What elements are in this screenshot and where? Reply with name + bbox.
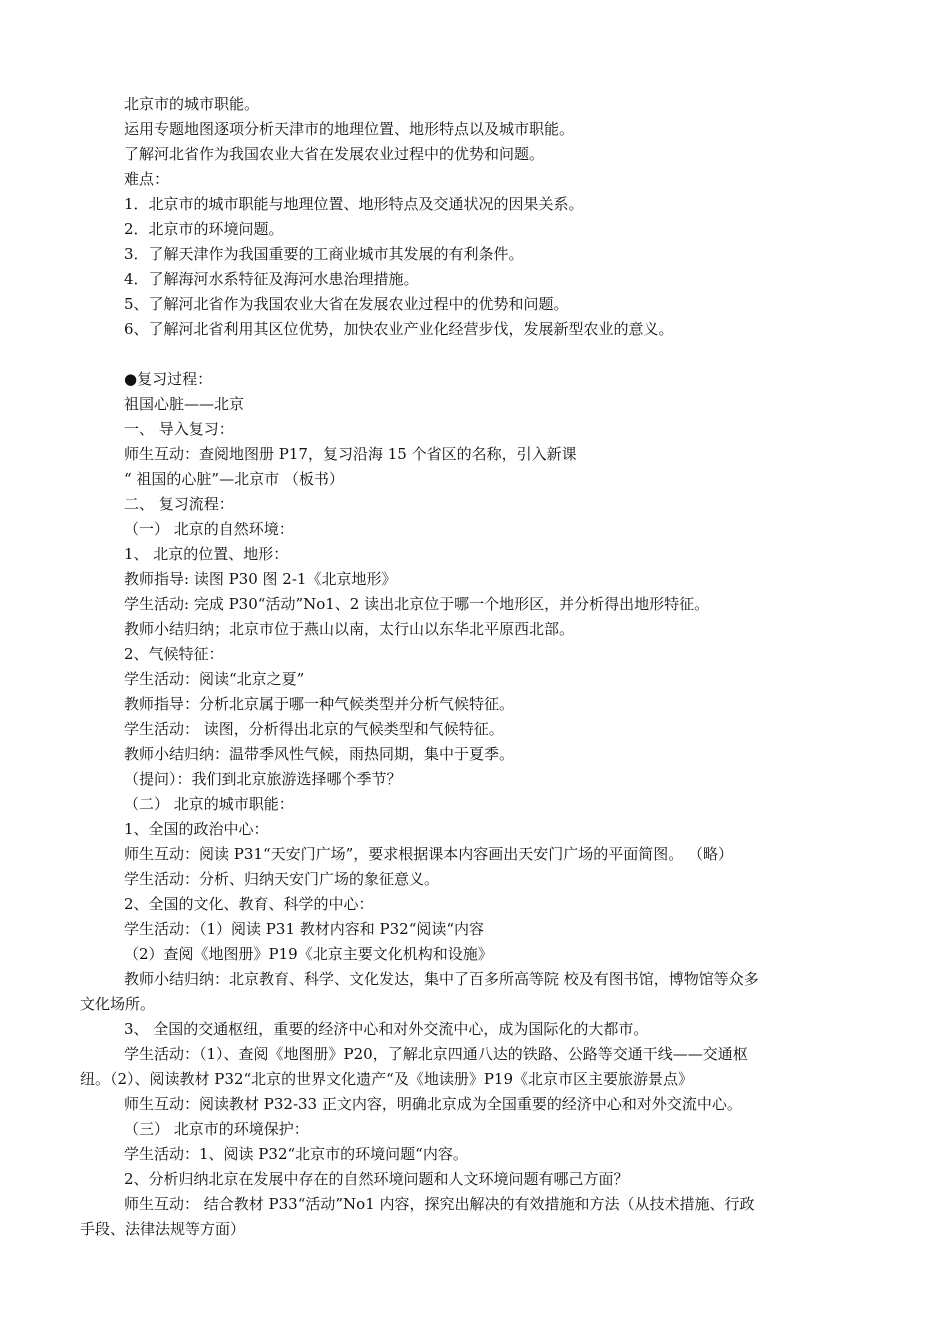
- text-line: 教师小结归纳；北京市位于燕山以南，太行山以东华北平原西北部。: [124, 620, 575, 638]
- text-line: 学生活动： 读图，分析得出北京的气候类型和气候特征。: [124, 720, 504, 738]
- text-line: 教师指导: 读图 P30 图 2-1《北京地形》: [124, 570, 397, 588]
- text-line: 师生互动： 结合教材 P33“活动”No1 内容，探究出解决的有效措施和方法（从技术措施、行政: [124, 1195, 755, 1213]
- text-line: （一） 北京的自然环境：: [124, 520, 294, 538]
- text-line: 师生互动：阅读教材 P32-33 正文内容，明确北京成为全国重要的经济中心和对外交流中心。: [124, 1095, 742, 1113]
- text-line: 5、了解河北省作为我国农业大省在发展农业过程中的优势和问题。: [124, 295, 569, 313]
- text-line: （2）查阅《地图册》P19《北京主要文化机构和设施》: [124, 945, 493, 963]
- section-heading: ●复习过程：: [124, 370, 213, 388]
- text-line: 北京市的城市职能。: [124, 95, 260, 113]
- text-line: 学生活动: 完成 P30“活动”No1、2 读出北京位于哪一个地形区，并分析得出地形特征。: [124, 595, 710, 613]
- text-line: 4．了解海河水系特征及海河水患治理措施。: [124, 270, 419, 288]
- text-line: 教师小结归纳：北京教育、科学、文化发达，集中了百多所高等院 校及有图书馆，博物馆等众多: [124, 970, 759, 988]
- text-line: 了解河北省作为我国农业大省在发展农业过程中的优势和问题。: [124, 145, 545, 163]
- text-line: 纽。（2）、阅读教材 P32“北京的世界文化遗产“及《地读册》P19《北京市区主要旅游景点》: [80, 1070, 694, 1088]
- text-line: 1、 北京的位置、地形：: [124, 545, 289, 563]
- text-line: 2、分析归纳北京在发展中存在的自然环境问题和人文环境问题有哪己方面？: [124, 1170, 629, 1188]
- text-line: 手段、法律法规等方面）: [80, 1220, 246, 1238]
- text-line: 难点：: [124, 170, 170, 188]
- text-line: 学生活动：（1）阅读 P31 教材内容和 P32“阅读“内容: [124, 920, 485, 938]
- text-line: 师生互动：阅读 P31“天安门广场”，要求根据课本内容画出天安门广场的平面简图。 （略）: [124, 845, 734, 863]
- text-line: 教师指导：分析北京属于哪一种气候类型并分析气候特征。: [124, 695, 515, 713]
- text-line: 教师小结归纳：温带季风性气候，雨热同期，集中于夏季。: [124, 745, 515, 763]
- text-line: 2、气候特征：: [124, 645, 224, 663]
- text-line: 一、 导入复习：: [124, 420, 234, 438]
- text-line: 二、 复习流程：: [124, 495, 234, 513]
- text-line: 学生活动：（1）、查阅《地图册》P20，了解北京四通八达的铁路、公路等交通干线——交通枢: [124, 1045, 748, 1063]
- text-line: （提问）：我们到北京旅游选择哪个季节？: [124, 770, 402, 788]
- text-line: 学生活动：阅读“北京之夏”: [124, 670, 305, 688]
- text-line: 6、了解河北省利用其区位优势，加快农业产业化经营步伐，发展新型农业的意义。: [124, 320, 674, 338]
- text-line: 2．北京市的环境问题。: [124, 220, 284, 238]
- text-line: 师生互动：查阅地图册 P17，复习沿海 15 个省区的名称，引入新课: [124, 445, 577, 463]
- text-line: 运用专题地图逐项分析天津市的地理位置、地形特点以及城市职能。: [124, 120, 575, 138]
- text-line: 祖国心脏——北京: [124, 395, 245, 413]
- text-line: 学生活动：分析、归纳天安门广场的象征意义。: [124, 870, 440, 888]
- text-line: （二） 北京的城市职能：: [124, 795, 294, 813]
- text-line: “ 祖国的心脏”—北京市 （板书）: [124, 470, 344, 488]
- text-line: （三） 北京市的环境保护：: [124, 1120, 309, 1138]
- text-line: 3、 全国的交通枢纽，重要的经济中心和对外交流中心，成为国际化的大都市。: [124, 1020, 649, 1038]
- text-line: 1、全国的政治中心：: [124, 820, 269, 838]
- text-line: 1．北京市的城市职能与地理位置、地形特点及交通状况的因果关系。: [124, 195, 584, 213]
- text-line: 文化场所。: [80, 995, 156, 1013]
- text-line: 2、全国的文化、教育、科学的中心：: [124, 895, 374, 913]
- text-line: 3．了解天津作为我国重要的工商业城市其发展的有利条件。: [124, 245, 524, 263]
- text-line: 学生活动：1、阅读 P32“北京市的环境问题“内容。: [124, 1145, 468, 1163]
